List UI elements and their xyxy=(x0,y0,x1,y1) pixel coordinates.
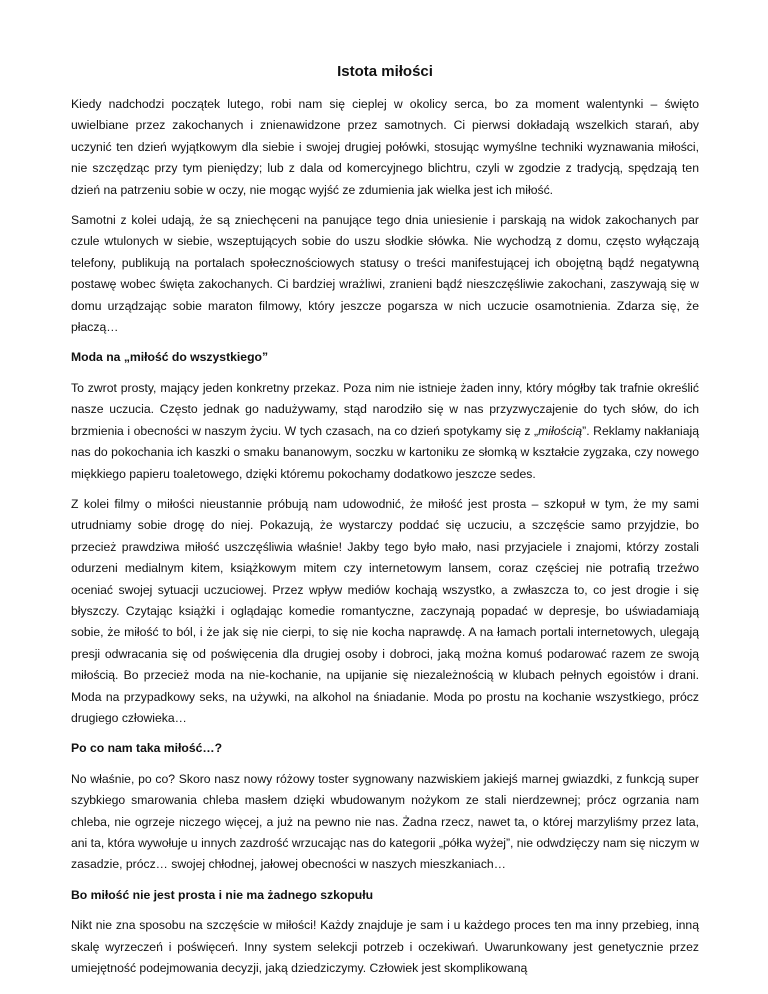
document-title: Istota miłości xyxy=(337,63,433,80)
paragraph-phrase xyxy=(71,378,699,485)
paragraph-phrase-text-end: ”. Reklamy nakłaniają nas do pokochania ich kaszki o smaku bananowym, soczku w kartoniku ze słomką w kształcie zygzaka, czy nowego miękkiego papieru toaletowego, dzięki któremu pokochamy dodatkowo jeszcze sedes. xyxy=(71,423,699,481)
paragraph-singles: Samotni z kolei udają, że są zniechęceni na panujące tego dnia uniesienie i parskają na widok zakochanych par czule wtulonych w siebie, wszeptujących sobie do uszu słodkie słówka. Nie wychodzą z domu, często wyłączają telefony, publikują na portalach społecznościowych statusy o treści manifestującej ich obojętną bądź negatywną postawę wobec święta zakochanych. Ci bardziej wrażliwi, zranieni bądź nieszczęśliwie zakochani, zaszywają się w domu urządzając sobie maraton filmowy, który jeszcze pogarsza w nich uczucie osamotnienia. Zdarza się, że płaczą… xyxy=(71,213,699,335)
paragraph-phrase-emphasis: miłością xyxy=(538,423,583,438)
paragraph-toaster: No właśnie, po co? Skoro nasz nowy różowy toster sygnowany nazwiskiem jakiejś marnej gwiazdki, z funkcją super szybkiego smarowania chleba masłem dzięki wbudowanym nożykom ze stali nierdzewnej; prócz ogrzania nam chleba, nie ogrzeje niczego więcej, a już na pewno nie nas. Żadna rzecz, nawet ta, o której marzyliśmy przez lata, ani ta, która wywołuje u innych zazdrość wrzucając nas do kategorii „półka wyżej”, nie odwdzięczy nam się niczym w zasadzie, prócz… swojej chłodnej, jałowej obecności w naszych mieszkaniach… xyxy=(71,771,699,872)
paragraph-intro: Kiedy nadchodzi początek lutego, robi nam się cieplej w okolicy serca, bo za moment walentynki – święto uwielbiane przez zakochanych i znienawidzone przez samotnych. Ci pierwsi dokładają wszelkich starań, aby uczynić ten dzień wyjątkowym dla siebie i swojej drugiej połówki, stosując wymyślne techniki wyznawania miłości, nie szczędząc przy tym pieniędzy; lub z dala od komercyjnego blichtru, czyli w zgodzie z tradycją, spędzają ten dzień na patrzeniu sobie w oczy, nie mogąc wyjść ze zdumienia jak wielka jest ich miłość. xyxy=(71,97,699,197)
paragraph-happiness: Nikt nie zna sposobu na szczęście w miłości! Każdy znajduje je sam i u każdego proces ten ma inny przebieg, inną skalę wyrzeczeń i poświęceń. Inny system selekcji potrzeb i oczekiwań. Uwarunkowany jest genetycznie przez umiejętność podejmowania decyzji, jaką dziedziczymy. Człowiek jest skomplikowaną xyxy=(71,918,699,976)
paragraph-phrase-text-start: To zwrot prosty, mający jeden konkretny przekaz. Poza nim nie istnieje żaden inny, który mógłby tak trafnie określić nasze uczucia. Często jednak go nadużywamy, stąd narodziło się w nas przyzwyczajenie do tych słów, do ich brzmienia i obecności w naszym życiu. W tych czasach, na co dzień spotykamy się z „ xyxy=(71,380,699,438)
section-heading-fashion: Moda na „miłość do wszystkiego” xyxy=(71,350,269,365)
paragraph-films: Z kolei filmy o miłości nieustannie próbują nam udowodnić, że miłość jest prosta – szkopuł w tym, że my sami utrudniamy sobie drogę do niej. Pokazują, że wystarczy poddać się uczuciu, a szczęście samo przyjdzie, bo przecież prawdziwa miłość uszczęśliwia właśnie! Jakby tego było mało, nasi przyjaciele i znajomi, którzy zostali odurzeni medialnym kitem, książkowym mitem czy internetowym lansem, coraz częściej nie potrafią trzeźwo oceniać swojej sytuacji uczuciowej. Przez wpływ mediów kochają wszystko, a zwłaszcza to, co jest drogie i się błyszczy. Czytając książki i oglądając komedie romantyczne, zaczynają popadać w depresje, bo uświadamiają sobie, że miłość to ból, i że jak się nie cierpi, to się nie kocha naprawdę. A na łamach portali internetowych, ulegają presji odwracania się od poświęcenia dla drugiej osoby i dobroci, jaką można komuś podarować razem ze swoją miłością. Bo przecież moda na nie-kochanie, na upijanie się niezależnością w klubach pełnych egoistów i drani. Moda na przypadkowy seks, na używki, na alkohol na śniadanie. Moda po prostu na kochanie wszystkiego, prócz drugiego człowieka… xyxy=(71,496,699,725)
document-page xyxy=(71,60,699,988)
section-heading-why: Po co nam taka miłość…? xyxy=(71,741,223,756)
section-heading-not-simple: Bo miłość nie jest prosta i nie ma żadnego szkopułu xyxy=(71,887,374,902)
